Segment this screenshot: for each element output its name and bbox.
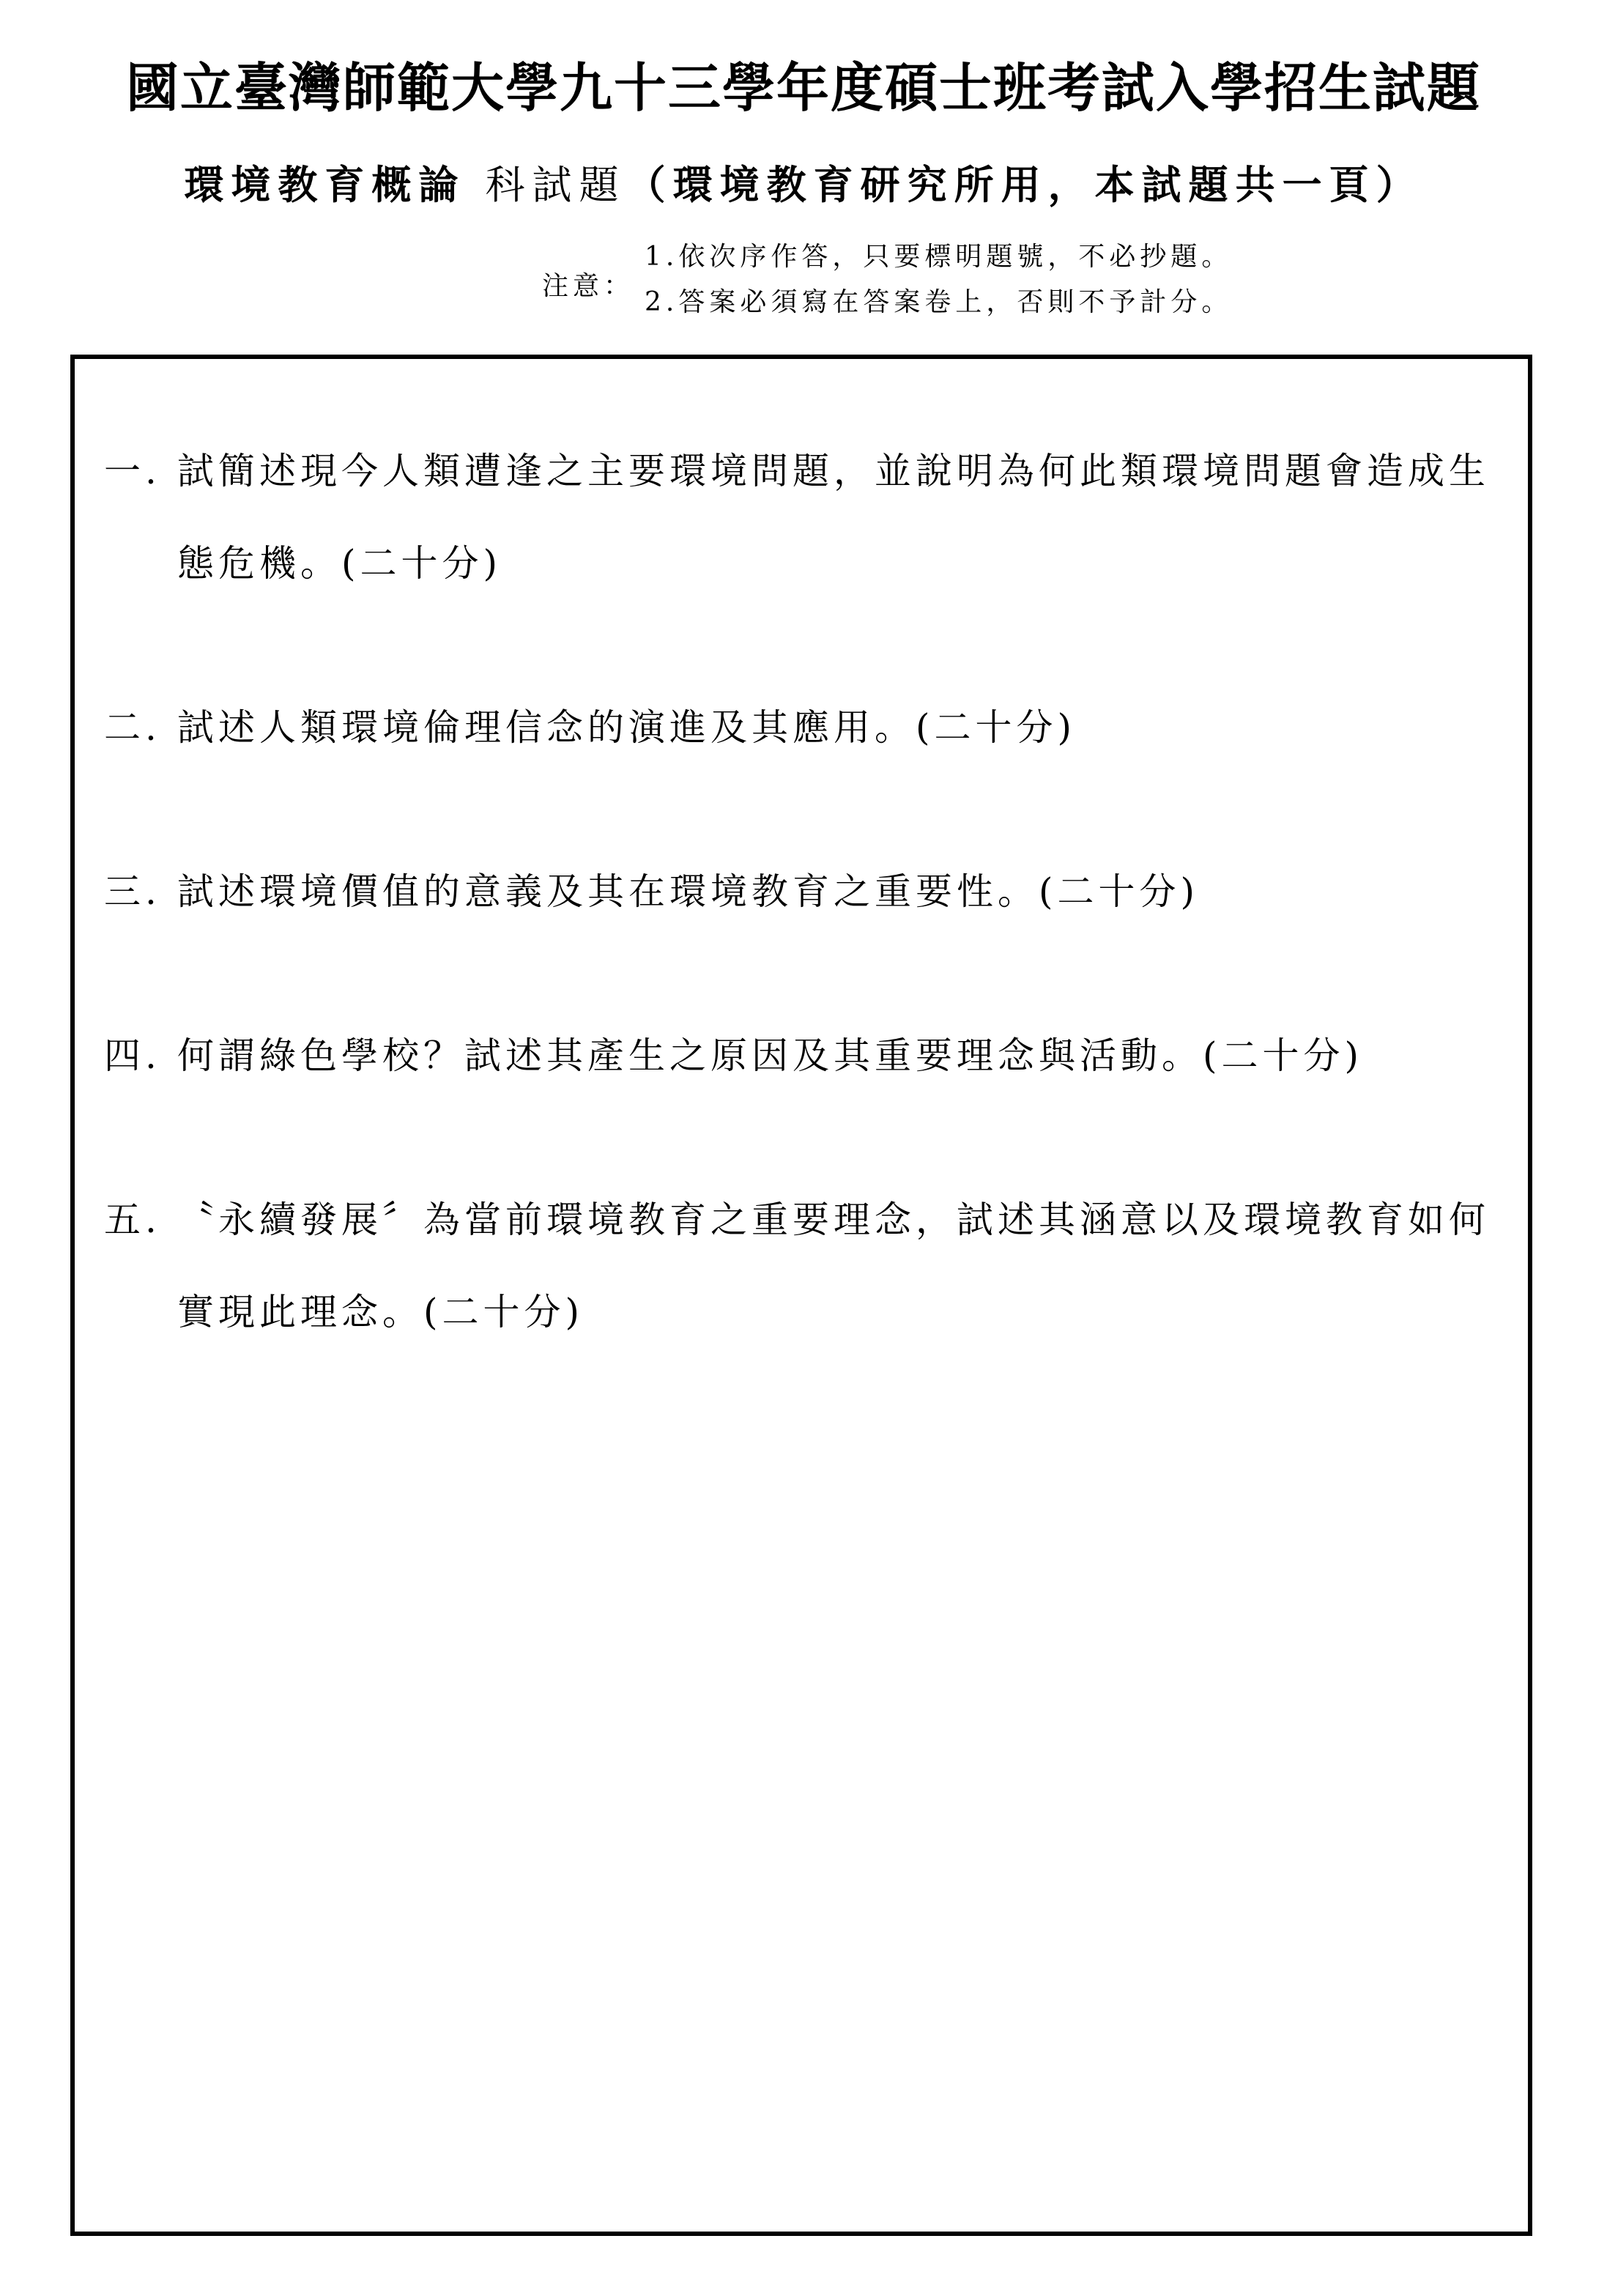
exam-title: 國立臺灣師範大學九十三學年度碩士班考試入學招生試題: [125, 56, 1481, 119]
question-4: [104, 1010, 1503, 1102]
notice-label: 注意：: [542, 271, 635, 301]
exam-subtitle: [0, 154, 1607, 210]
question-3: [104, 845, 1503, 938]
question-number: 五.: [104, 1199, 161, 1241]
question-text: 〝永續發展〞為當前環境教育之重要理念，試述其涵意以及環境教育如何實現此理念。(二十分): [177, 1199, 1490, 1333]
notice-items: [645, 234, 1232, 325]
subject-name: 環境教育概論: [184, 161, 466, 208]
question-text: 試述環境價值的意義及其在環境教育之重要性。(二十分): [177, 870, 1200, 913]
question-text: 試述人類環境倫理信念的演進及其應用。(二十分): [177, 706, 1077, 749]
notice-item-1: 1.依次序作答，只要標明題號，不必抄題。: [645, 242, 1233, 272]
question-5: [104, 1174, 1503, 1358]
question-number: 二.: [104, 706, 161, 749]
subject-suffix: 科試題: [465, 162, 626, 208]
subtitle-note: （環境教育研究所用，本試題共一頁）: [626, 161, 1423, 208]
question-text: 何謂綠色學校？試述其產生之原因及其重要理念與活動。(二十分): [177, 1034, 1364, 1077]
question-1: [104, 425, 1503, 610]
question-number: 四.: [104, 1034, 161, 1077]
notice-item-2: 2.答案必須寫在答案卷上，否則不予計分。: [645, 287, 1233, 317]
questions-frame: [70, 355, 1532, 2236]
question-number: 一.: [104, 450, 161, 492]
question-number: 三.: [104, 870, 161, 913]
question-2: [104, 681, 1503, 774]
question-text: 試簡述現今人類遭逢之主要環境問題，並說明為何此類環境問題會造成生態危機。(二十分): [177, 450, 1490, 585]
